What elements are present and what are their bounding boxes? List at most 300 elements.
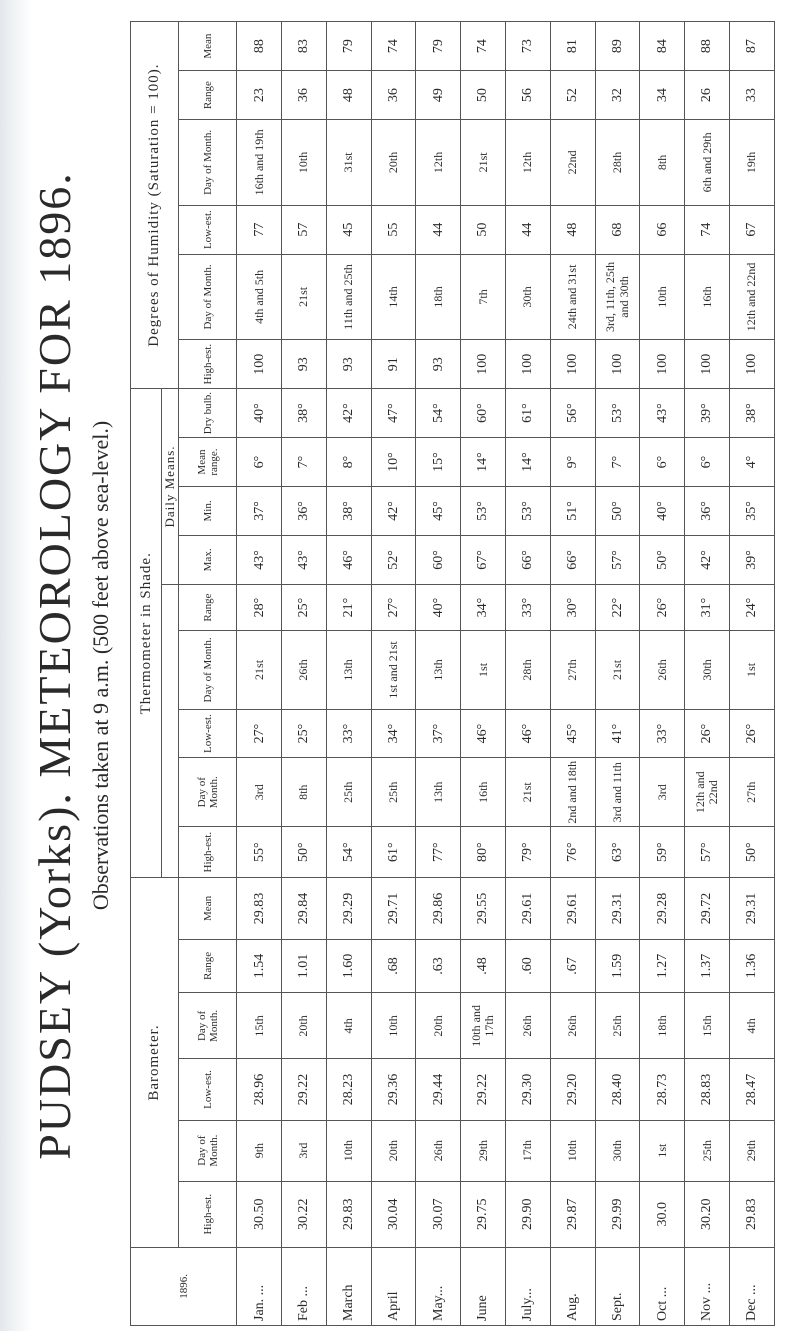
cell-b-high: 29.87: [550, 1181, 595, 1247]
cell-d-max: 67°: [461, 535, 506, 584]
cell-h-high: 100: [595, 340, 640, 389]
cell-h-high: 100: [640, 340, 685, 389]
cell-t-high: 59°: [640, 826, 685, 877]
h-low-header: Low-est.: [179, 205, 237, 254]
cell-b-low-day: 15th: [685, 993, 730, 1059]
cell-t-range: 22°: [595, 584, 640, 630]
cell-d-dry: 38°: [730, 389, 775, 438]
cell-h-range: 56: [506, 71, 551, 120]
cell-b-low: 28.83: [685, 1059, 730, 1120]
cell-h-range: 49: [416, 71, 461, 120]
table-row: [550, 22, 595, 1326]
cell-t-high-day: 3rd: [237, 758, 282, 826]
cell-t-range: 24°: [730, 584, 775, 630]
cell-t-high-day: 25th: [371, 758, 416, 826]
cell-d-meanrange: 4°: [730, 438, 775, 487]
cell-d-dry: 47°: [371, 389, 416, 438]
cell-t-low-day: 13th: [416, 631, 461, 709]
cell-t-high: 50°: [730, 826, 775, 877]
cell-d-min: 53°: [461, 487, 506, 536]
cell-t-range: 25°: [282, 584, 327, 630]
cell-d-max: 43°: [282, 535, 327, 584]
b-range-header: Range: [179, 939, 237, 993]
cell-b-high-day: 25th: [685, 1120, 730, 1181]
cell-h-low-day: 21st: [461, 120, 506, 206]
cell-d-max: 66°: [550, 535, 595, 584]
cell-b-high-day: 26th: [416, 1120, 461, 1181]
cell-d-meanrange: 14°: [461, 438, 506, 487]
cell-t-high: 54°: [326, 826, 371, 877]
cell-h-mean: 74: [371, 22, 416, 71]
b-low-day-header: Day of Month.: [179, 993, 237, 1059]
t-high-day-header: Day of Month.: [179, 758, 237, 826]
cell-b-low-day: 20th: [282, 993, 327, 1059]
cell-h-high: 100: [550, 340, 595, 389]
cell-h-low-day: 12th: [506, 120, 551, 206]
cell-b-range: .68: [371, 939, 416, 993]
cell-b-mean: 29.61: [506, 878, 551, 939]
cell-b-high-day: 10th: [550, 1120, 595, 1181]
cell-b-low-day: 10th: [371, 993, 416, 1059]
b-low-header: Low-est.: [179, 1059, 237, 1120]
cell-b-high-day: 29th: [461, 1120, 506, 1181]
table-row: [685, 22, 730, 1326]
cell-h-mean: 88: [685, 22, 730, 71]
cell-t-low: 45°: [550, 709, 595, 758]
cell-b-range: 1.54: [237, 939, 282, 993]
cell-h-mean: 73: [506, 22, 551, 71]
cell-h-low-day: 28th: [595, 120, 640, 206]
cell-d-meanrange: 7°: [282, 438, 327, 487]
cell-b-high-day: 30th: [595, 1120, 640, 1181]
cell-h-low-day: 22nd: [550, 120, 595, 206]
cell-b-low: 29.44: [416, 1059, 461, 1120]
cell-h-low-day: 8th: [640, 120, 685, 206]
daily-means-header: Daily Means.: [162, 389, 179, 585]
cell-b-low: 28.23: [326, 1059, 371, 1120]
cell-h-range: 36: [282, 71, 327, 120]
cell-d-dry: 56°: [550, 389, 595, 438]
cell-t-range: 40°: [416, 584, 461, 630]
cell-h-high: 100: [730, 340, 775, 389]
cell-t-low-day: 26th: [282, 631, 327, 709]
cell-t-high: 55°: [237, 826, 282, 877]
cell-b-range: 1.36: [730, 939, 775, 993]
cell-b-high: 29.99: [595, 1181, 640, 1247]
cell-t-range: 28°: [237, 584, 282, 630]
cell-d-max: 43°: [237, 535, 282, 584]
cell-b-low: 28.96: [237, 1059, 282, 1120]
cell-d-min: 45°: [416, 487, 461, 536]
cell-month: March: [326, 1247, 371, 1325]
year-header: 1896.: [131, 1247, 237, 1325]
cell-b-low: 28.73: [640, 1059, 685, 1120]
cell-h-range: 23: [237, 71, 282, 120]
cell-b-low: 29.36: [371, 1059, 416, 1120]
cell-h-high-day: 24th and 31st: [550, 254, 595, 340]
cell-h-high-day: 12th and 22nd: [730, 254, 775, 340]
cell-h-low-day: 10th: [282, 120, 327, 206]
cell-h-low: 44: [506, 205, 551, 254]
cell-h-high-day: 10th: [640, 254, 685, 340]
cell-t-high: 50°: [282, 826, 327, 877]
d-dry-header: Dry bulb.: [179, 389, 237, 438]
cell-h-low-day: 20th: [371, 120, 416, 206]
cell-month: Aug.: [550, 1247, 595, 1325]
cell-b-high-day: 9th: [237, 1120, 282, 1181]
cell-d-meanrange: 15°: [416, 438, 461, 487]
cell-d-meanrange: 9°: [550, 438, 595, 487]
cell-t-high-day: 12th and 22nd: [685, 758, 730, 826]
cell-d-meanrange: 6°: [237, 438, 282, 487]
cell-month: Sept.: [595, 1247, 640, 1325]
cell-t-low-day: 30th: [685, 631, 730, 709]
cell-h-low: 66: [640, 205, 685, 254]
t-range-header: Range: [179, 584, 237, 630]
table-row: [282, 22, 327, 1326]
cell-month: May...: [416, 1247, 461, 1325]
cell-b-high-day: 10th: [326, 1120, 371, 1181]
cell-h-low: 74: [685, 205, 730, 254]
cell-h-mean: 79: [416, 22, 461, 71]
cell-b-mean: 29.86: [416, 878, 461, 939]
cell-d-max: 60°: [416, 535, 461, 584]
cell-h-low: 48: [550, 205, 595, 254]
table-row: [416, 22, 461, 1326]
cell-d-max: 52°: [371, 535, 416, 584]
cell-h-high: 93: [416, 340, 461, 389]
cell-month: Jan. ...: [237, 1247, 282, 1325]
cell-b-low: 29.20: [550, 1059, 595, 1120]
cell-h-low: 44: [416, 205, 461, 254]
cell-month: Nov ...: [685, 1247, 730, 1325]
cell-d-max: 66°: [506, 535, 551, 584]
cell-b-high: 30.22: [282, 1181, 327, 1247]
cell-h-low-day: 6th and 29th: [685, 120, 730, 206]
cell-t-high-day: 3rd: [640, 758, 685, 826]
cell-t-low: 26°: [730, 709, 775, 758]
thermometer-extremes-spacer: [162, 584, 179, 878]
cell-month: June: [461, 1247, 506, 1325]
cell-b-range: .48: [461, 939, 506, 993]
cell-b-mean: 29.61: [550, 878, 595, 939]
cell-h-range: 52: [550, 71, 595, 120]
cell-t-low: 41°: [595, 709, 640, 758]
cell-h-high-day: 3rd, 11th, 25th and 30th: [595, 254, 640, 340]
cell-t-low: 33°: [640, 709, 685, 758]
cell-t-range: 30°: [550, 584, 595, 630]
cell-month: Dec ...: [730, 1247, 775, 1325]
cell-d-min: 53°: [506, 487, 551, 536]
cell-t-high: 57°: [685, 826, 730, 877]
cell-h-range: 50: [461, 71, 506, 120]
cell-h-range: 48: [326, 71, 371, 120]
cell-t-low-day: 1st: [461, 631, 506, 709]
b-high-header: High-est.: [179, 1181, 237, 1247]
cell-month: April: [371, 1247, 416, 1325]
cell-b-high: 29.83: [326, 1181, 371, 1247]
cell-b-mean: 29.28: [640, 878, 685, 939]
cell-b-mean: 29.83: [237, 878, 282, 939]
cell-d-max: 57°: [595, 535, 640, 584]
cell-t-low-day: 21st: [237, 631, 282, 709]
cell-d-min: 50°: [595, 487, 640, 536]
table-row: [730, 22, 775, 1326]
cell-h-mean: 89: [595, 22, 640, 71]
cell-b-range: .60: [506, 939, 551, 993]
cell-b-high-day: 1st: [640, 1120, 685, 1181]
cell-h-low: 67: [730, 205, 775, 254]
cell-t-low: 34°: [371, 709, 416, 758]
h-mean-header: Mean: [179, 22, 237, 71]
cell-h-mean: 74: [461, 22, 506, 71]
humidity-header: Degrees of Humidity (Saturation = 100).: [131, 22, 179, 389]
cell-h-high: 100: [506, 340, 551, 389]
cell-d-min: 36°: [282, 487, 327, 536]
cell-b-low-day: 15th: [237, 993, 282, 1059]
cell-h-range: 33: [730, 71, 775, 120]
barometer-header: Barometer.: [131, 878, 179, 1247]
cell-b-high: 29.83: [730, 1181, 775, 1247]
cell-h-mean: 81: [550, 22, 595, 71]
cell-b-low-day: 20th: [416, 993, 461, 1059]
cell-t-low: 37°: [416, 709, 461, 758]
cell-b-high: 30.04: [371, 1181, 416, 1247]
cell-b-low-day: 25th: [595, 993, 640, 1059]
cell-d-min: 51°: [550, 487, 595, 536]
cell-b-range: 1.37: [685, 939, 730, 993]
cell-t-high: 76°: [550, 826, 595, 877]
cell-b-low: 29.22: [461, 1059, 506, 1120]
cell-h-high: 93: [326, 340, 371, 389]
cell-t-range: 34°: [461, 584, 506, 630]
cell-t-high-day: 8th: [282, 758, 327, 826]
d-meanrange-header: Mean range.: [179, 438, 237, 487]
cell-b-low: 29.30: [506, 1059, 551, 1120]
cell-h-range: 36: [371, 71, 416, 120]
cell-month: Oct ...: [640, 1247, 685, 1325]
t-low-day-header: Day of Month.: [179, 631, 237, 709]
cell-h-low-day: 31st: [326, 120, 371, 206]
cell-b-low-day: 4th: [730, 993, 775, 1059]
cell-b-high: 30.07: [416, 1181, 461, 1247]
cell-t-high-day: 25th: [326, 758, 371, 826]
table-row: [595, 22, 640, 1326]
cell-h-low: 50: [461, 205, 506, 254]
table-row: [640, 22, 685, 1326]
cell-h-mean: 87: [730, 22, 775, 71]
cell-b-mean: 29.31: [730, 878, 775, 939]
cell-t-high-day: 3rd and 11th: [595, 758, 640, 826]
cell-t-range: 31°: [685, 584, 730, 630]
cell-t-high-day: 16th: [461, 758, 506, 826]
cell-t-high: 79°: [506, 826, 551, 877]
cell-h-high-day: 18th: [416, 254, 461, 340]
cell-b-range: 1.27: [640, 939, 685, 993]
cell-t-low: 46°: [506, 709, 551, 758]
cell-month: July...: [506, 1247, 551, 1325]
cell-d-meanrange: 6°: [640, 438, 685, 487]
h-range-header: Range: [179, 71, 237, 120]
cell-month: Feb ...: [282, 1247, 327, 1325]
cell-t-range: 26°: [640, 584, 685, 630]
cell-b-range: 1.60: [326, 939, 371, 993]
cell-b-mean: 29.71: [371, 878, 416, 939]
b-high-day-header: Day of Month.: [179, 1120, 237, 1181]
cell-b-high: 29.90: [506, 1181, 551, 1247]
table-row: [461, 22, 506, 1326]
cell-d-meanrange: 8°: [326, 438, 371, 487]
table-row: [506, 22, 551, 1326]
cell-t-low: 25°: [282, 709, 327, 758]
cell-d-dry: 42°: [326, 389, 371, 438]
cell-t-high-day: 2nd and 18th: [550, 758, 595, 826]
cell-d-meanrange: 14°: [506, 438, 551, 487]
cell-b-low-day: 10th and 17th: [461, 993, 506, 1059]
h-low-day-header: Day of Month.: [179, 120, 237, 206]
cell-t-low-day: 21st: [595, 631, 640, 709]
cell-b-low-day: 26th: [550, 993, 595, 1059]
b-mean-header: Mean: [179, 878, 237, 939]
table-row: [371, 22, 416, 1326]
cell-b-mean: 29.72: [685, 878, 730, 939]
page-title: PUDSEY (Yorks). METEOROLOGY FOR 1896.: [29, 171, 80, 1160]
cell-b-low: 28.40: [595, 1059, 640, 1120]
cell-t-range: 33°: [506, 584, 551, 630]
cell-h-low: 55: [371, 205, 416, 254]
cell-d-dry: 39°: [685, 389, 730, 438]
cell-d-dry: 60°: [461, 389, 506, 438]
cell-h-high-day: 30th: [506, 254, 551, 340]
cell-h-low: 77: [237, 205, 282, 254]
t-high-header: High-est.: [179, 826, 237, 877]
cell-d-dry: 38°: [282, 389, 327, 438]
cell-t-range: 21°: [326, 584, 371, 630]
cell-t-high: 63°: [595, 826, 640, 877]
cell-h-high-day: 16th: [685, 254, 730, 340]
cell-d-max: 42°: [685, 535, 730, 584]
cell-d-max: 50°: [640, 535, 685, 584]
cell-b-high: 30.50: [237, 1181, 282, 1247]
h-high-header: High-est.: [179, 340, 237, 389]
cell-t-high-day: 21st: [506, 758, 551, 826]
cell-h-high: 100: [461, 340, 506, 389]
t-low-header: Low-est.: [179, 709, 237, 758]
cell-h-high-day: 21st: [282, 254, 327, 340]
cell-h-low: 57: [282, 205, 327, 254]
cell-b-range: .63: [416, 939, 461, 993]
cell-t-low-day: 13th: [326, 631, 371, 709]
cell-h-high: 100: [685, 340, 730, 389]
cell-t-low: 26°: [685, 709, 730, 758]
cell-b-mean: 29.55: [461, 878, 506, 939]
cell-t-high: 77°: [416, 826, 461, 877]
cell-d-min: 35°: [730, 487, 775, 536]
cell-b-range: .67: [550, 939, 595, 993]
cell-b-range: 1.59: [595, 939, 640, 993]
cell-d-dry: 54°: [416, 389, 461, 438]
cell-b-range: 1.01: [282, 939, 327, 993]
cell-h-high: 100: [237, 340, 282, 389]
h-high-day-header: Day of Month.: [179, 254, 237, 340]
cell-d-min: 37°: [237, 487, 282, 536]
cell-b-high: 30.20: [685, 1181, 730, 1247]
cell-t-high: 61°: [371, 826, 416, 877]
cell-h-high-day: 4th and 5th: [237, 254, 282, 340]
cell-t-low: 27°: [237, 709, 282, 758]
cell-d-meanrange: 10°: [371, 438, 416, 487]
cell-t-low: 46°: [461, 709, 506, 758]
cell-b-low: 28.47: [730, 1059, 775, 1120]
cell-b-high-day: 3rd: [282, 1120, 327, 1181]
page-subtitle: Observations taken at 9 a.m. (500 feet above sea-level.): [88, 420, 113, 911]
cell-h-high: 93: [282, 340, 327, 389]
cell-t-high-day: 13th: [416, 758, 461, 826]
cell-t-range: 27°: [371, 584, 416, 630]
cell-b-high-day: 29th: [730, 1120, 775, 1181]
cell-d-max: 39°: [730, 535, 775, 584]
cell-t-low-day: 28th: [506, 631, 551, 709]
d-min-header: Min.: [179, 487, 237, 536]
cell-b-high-day: 17th: [506, 1120, 551, 1181]
thermometer-header: Thermometer in Shade.: [131, 389, 162, 878]
cell-d-min: 42°: [371, 487, 416, 536]
cell-h-range: 32: [595, 71, 640, 120]
cell-d-min: 36°: [685, 487, 730, 536]
cell-h-high: 91: [371, 340, 416, 389]
cell-h-mean: 83: [282, 22, 327, 71]
cell-t-low-day: 26th: [640, 631, 685, 709]
cell-t-low-day: 1st and 21st: [371, 631, 416, 709]
cell-b-low-day: 18th: [640, 993, 685, 1059]
cell-h-high-day: 11th and 25th: [326, 254, 371, 340]
cell-b-mean: 29.31: [595, 878, 640, 939]
cell-t-high: 80°: [461, 826, 506, 877]
cell-h-low-day: 16th and 19th: [237, 120, 282, 206]
cell-h-mean: 88: [237, 22, 282, 71]
cell-d-dry: 43°: [640, 389, 685, 438]
cell-h-high-day: 7th: [461, 254, 506, 340]
cell-h-low-day: 12th: [416, 120, 461, 206]
table-row: [326, 22, 371, 1326]
cell-d-min: 40°: [640, 487, 685, 536]
cell-d-dry: 61°: [506, 389, 551, 438]
cell-b-mean: 29.84: [282, 878, 327, 939]
table-body: [237, 22, 775, 1326]
cell-h-high-day: 14th: [371, 254, 416, 340]
cell-h-low-day: 19th: [730, 120, 775, 206]
cell-b-high: 30.0: [640, 1181, 685, 1247]
cell-t-high-day: 27th: [730, 758, 775, 826]
cell-d-dry: 40°: [237, 389, 282, 438]
cell-d-max: 46°: [326, 535, 371, 584]
cell-t-low-day: 1st: [730, 631, 775, 709]
table-row: [237, 22, 282, 1326]
cell-t-low: 33°: [326, 709, 371, 758]
cell-d-meanrange: 7°: [595, 438, 640, 487]
cell-b-low: 29.22: [282, 1059, 327, 1120]
meteorology-table: [130, 21, 775, 1326]
cell-b-high: 29.75: [461, 1181, 506, 1247]
cell-b-mean: 29.29: [326, 878, 371, 939]
d-max-header: Max.: [179, 535, 237, 584]
cell-h-low: 68: [595, 205, 640, 254]
cell-h-low: 45: [326, 205, 371, 254]
cell-b-high-day: 20th: [371, 1120, 416, 1181]
cell-h-mean: 84: [640, 22, 685, 71]
cell-h-range: 26: [685, 71, 730, 120]
cell-b-low-day: 4th: [326, 993, 371, 1059]
